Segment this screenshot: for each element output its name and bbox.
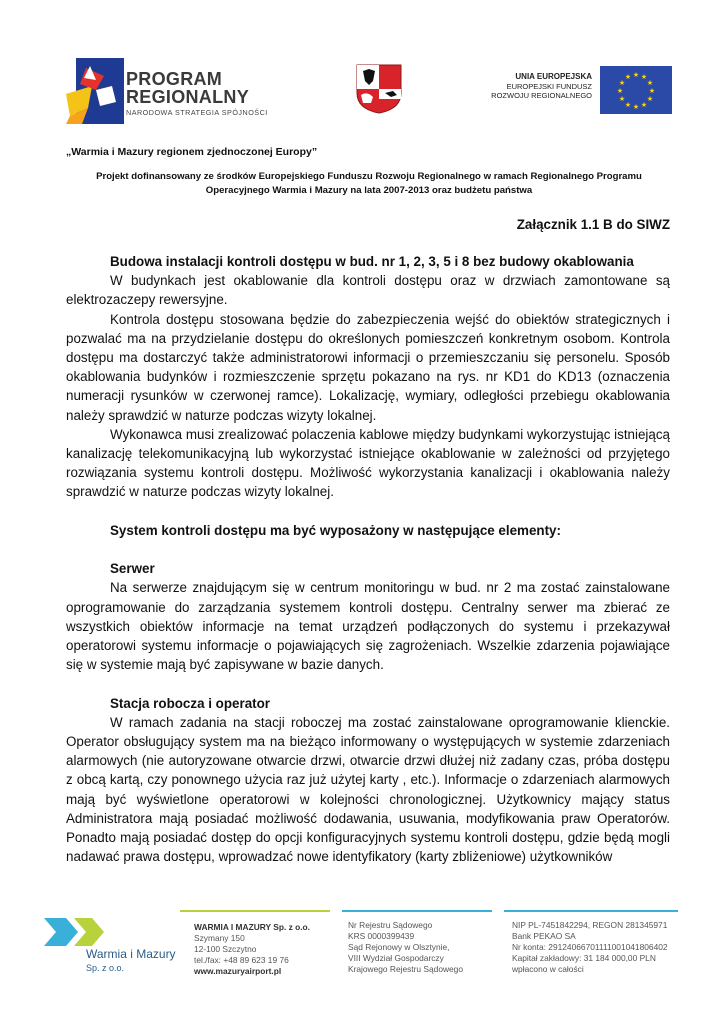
program-title-1: PROGRAM [126, 69, 223, 89]
svg-text:★: ★ [616, 87, 624, 95]
project-note [66, 170, 672, 198]
footer-column-finance [512, 920, 668, 975]
document-body [66, 252, 670, 866]
section-heading: System kontroli dostępu ma być wyposażony w następujące elementy: [110, 522, 561, 538]
program-regionalny-text [126, 70, 268, 116]
footer-company-logo-text [86, 948, 176, 973]
footer-paid: wpłacono w całości [512, 964, 584, 974]
motto: „Warmia i Mazury regionem zjednoczonej Europy” [66, 146, 318, 158]
footer-registry-1: Nr Rejestru Sądowego [348, 920, 433, 930]
svg-text:★: ★ [640, 73, 648, 81]
footer-bank: Bank PEKAO SA [512, 931, 576, 941]
footer-rule-2 [342, 910, 492, 912]
document-title: Budowa instalacji kontroli dostępu w bud. nr 1, 2, 3, 5 i 8 bez budowy okablowania [110, 254, 634, 269]
footer-rule-1 [180, 910, 330, 912]
footer-company: WARMIA I MAZURY Sp. z o.o. [194, 922, 311, 932]
footer-registry-5: Krajowego Rejestru Sądowego [348, 964, 463, 974]
project-line-1: Projekt dofinansowany ze środków Europejskiego Funduszu Rozwoju Regionalnego w ramach Regionalnego Programu [96, 171, 642, 182]
svg-text:★: ★ [632, 103, 640, 111]
paragraph-1: W budynkach jest okablowanie dla kontroli dostępu oraz w drzwiach zamontowane są elektrozaczepy rewersyjne. [66, 273, 670, 308]
svg-text:★: ★ [640, 101, 648, 109]
eu-line-2: EUROPEJSKI FUNDUSZ [506, 81, 592, 91]
svg-text:★: ★ [624, 101, 632, 109]
paragraph-3: Wykonawca musi zrealizować polaczenia kablowe między budynkami wykorzystując istniejącą kanalizację telekomunikacyjną lub wykorzystać istniejące okablowanie w zależności od przyjętego rozwiązania systemu kontroli dostępu. Możliwość wykorzystania kanalizacji i okablowania należy sprawdzić w naturze podczas wizyty lokalnej. [66, 426, 670, 500]
footer-account: Nr konta: 29124066701111001041806402 [512, 942, 668, 952]
server-heading: Serwer [110, 561, 155, 577]
station-heading: Stacja robocza i operator [110, 695, 270, 711]
svg-text:★: ★ [618, 79, 626, 87]
footer-website-link[interactable]: www.mazuryairport.pl [194, 966, 282, 976]
coat-of-arms-icon [355, 63, 403, 115]
project-line-2: Operacyjnego Warmia i Mazury na lata 2007-2013 oraz budżetu państwa [205, 185, 533, 197]
footer-logo-line-1: Warmia i Mazury [86, 947, 176, 961]
footer-nip: NIP PL-7451842294, REGON 281345971 [512, 920, 668, 930]
footer-registry-2: KRS 0000399439 [348, 931, 415, 941]
eu-line-3: ROZWOJU REGIONALNEGO [491, 90, 592, 100]
program-subtitle: NARODOWA STRATEGIA SPÓJNOŚCI [126, 108, 268, 117]
paragraph-2: Kontrola dostępu stosowana będzie do zabezpieczenia wejść do obiektów strategicznych i pozwalać ma na przydzielanie dostępu do określonych pomieszczeń konkretnym osobom. Kontrola dostępu ma dostarczyć także administratorowi informacji o przemieszczaniu się personelu. Sposób okablowania budynków i rozmieszczenie sprzętu pokazano na rys. nr KD1 do KD13 (oznaczenia numeracji rysunków w czerwonej ramce). Lokalizację, wymiary, odległości przebiegu okablowania należy sprawdzić w naturze podczas wizyty lokalnej. [66, 311, 670, 423]
program-title-2: REGIONALNY [126, 87, 250, 107]
eu-line-1: UNIA EUROPEJSKA [515, 72, 592, 81]
footer-column-address [194, 922, 310, 977]
footer-registry-4: VIII Wydział Gospodarczy [348, 953, 444, 963]
footer-column-registry [348, 920, 463, 975]
footer-logo-line-2: Sp. z o.o. [86, 962, 125, 973]
footer-rule-3 [504, 910, 678, 912]
attachment-label: Załącznik 1.1 B do SIWZ [516, 217, 670, 232]
eu-text [470, 72, 592, 100]
eu-flag-icon [600, 66, 672, 114]
server-paragraph: Na serwerze znajdującym się w centrum monitoringu w bud. nr 2 ma zostać zainstalowane oprogramowanie do zarządzania systemem kontroli dostępu. Centralny serwer ma zbierać ze wszystkich obiektów informacje na temat urządzeń podłączonych do systemu i przekazywał operatorowi systemu informacje o pojawiających się zagrożeniach. Wszelkie zdarzenia pojawiające się w systemie mają być zapisywane w bazie danych. [66, 580, 670, 673]
footer-registry-3: Sąd Rejonowy w Olsztynie, [348, 942, 450, 952]
svg-text:★: ★ [646, 79, 654, 87]
svg-text:★: ★ [618, 95, 626, 103]
svg-text:★: ★ [624, 73, 632, 81]
svg-text:★: ★ [648, 87, 656, 95]
footer-capital: Kapitał zakładowy: 31 184 000,00 PLN [512, 953, 656, 963]
footer-city: 12-100 Szczytno [194, 944, 257, 954]
footer-phone: tel./fax: +48 89 623 19 76 [194, 955, 289, 965]
footer-street: Szymany 150 [194, 933, 245, 943]
program-regionalny-logo-icon [66, 56, 126, 126]
svg-text:★: ★ [646, 95, 654, 103]
svg-text:★: ★ [632, 71, 640, 79]
station-paragraph: W ramach zadania na stacji roboczej ma zostać zainstalowane oprogramowanie klienckie. Operator obsługujący system ma na bieżąco informowany o występujących w systemie zdarzeniach alarmowych (nie autoryzowane otwarcie drzwi, otwarcie drzwi dłużej niż zadany czas, próba dostępu z obcą kartą, czy ponownego użycia raz już użytej karty , etc.). Informacje o zdarzeniach alarmowych mają być wyświetlone operatorowi w kolejności chronologicznej. Użytkownicy mający status Administratora mają posiadać możliwość dodawania, usuwania, modyfikowania praw Operatorów. Ponadto mają posiadać dostęp do opcji konfiguracyjnych systemu kontroli dostępu, gdzie będą mogli nadawać prawa dostępu, wprowadzać nowe identyfikatory (karty zbliżeniowe) użytkowników [66, 714, 670, 865]
